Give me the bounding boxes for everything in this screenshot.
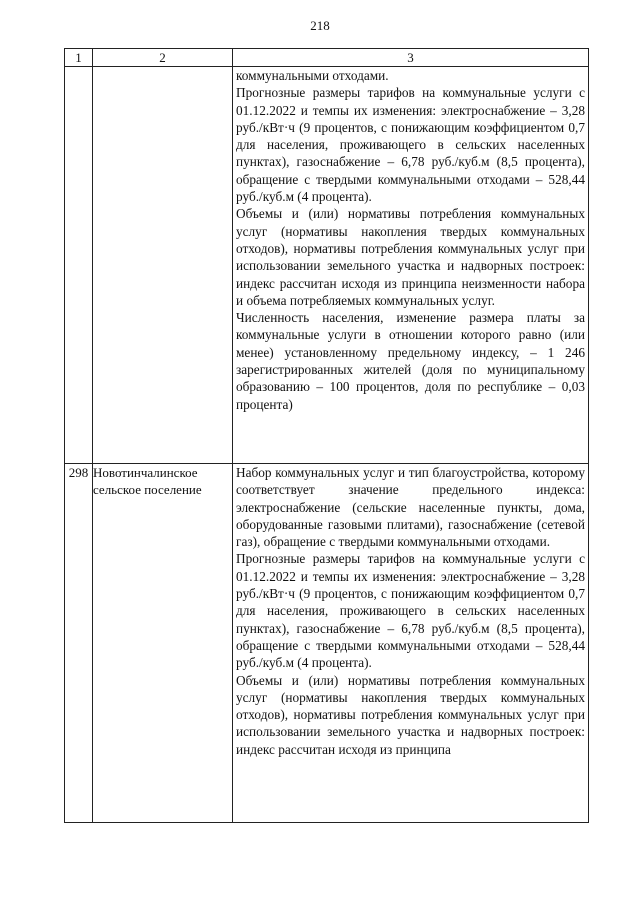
table-header-row: [65, 49, 589, 67]
content-paragraph: Набор коммунальных услуг и тип благоустройства, которому соответствует значение предельного индекса: электроснабжение (сельские населенные пункты, дома, оборудованные газовыми плитами), газоснабжение (сетевой газ), обращение с твердыми коммунальными отходами.: [236, 465, 585, 550]
row-number: 298: [65, 464, 93, 823]
row-number: [65, 67, 93, 464]
municipality-name: [93, 67, 233, 464]
table-row-continued: [65, 67, 589, 464]
content-paragraph: Объемы и (или) нормативы потребления коммунальных услуг (нормативы накопления твердых коммунальных отходов), нормативы потребления коммунальных услуг при использовании земельного участка и надворных построек: индекс рассчитан исходя из принципа: [236, 672, 585, 757]
row-content: [233, 464, 589, 823]
content-paragraph: Прогнозные размеры тарифов на коммунальные услуги с 01.12.2022 и темпы их изменения: электроснабжение – 3,28 руб./кВт·ч (9 процентов, с понижающим коэффициентом 0,7 для населения, проживающего в сельских населенных пунктах), газоснабжение – 6,78 руб./куб.м (8,5 процента), обращение с твердыми коммунальными отходами – 528,44 руб./куб.м (4 процента).: [236, 85, 585, 205]
content-paragraph: Численность населения, изменение размера платы за коммунальные услуги в отношении которого равно (или менее) установленному предельному индексу, – 1 246 зарегистрированных жителей (доля по муниципальному образованию – 100 процентов, доля по республике – 0,03 процента): [236, 310, 585, 412]
row-content: [233, 67, 589, 464]
column-header-3: 3: [233, 49, 589, 67]
municipality-name: Новотинчалинское сельское поселение: [93, 464, 233, 823]
table-row-298: [65, 464, 589, 823]
column-header-2: 2: [93, 49, 233, 67]
content-paragraph: Прогнозные размеры тарифов на коммунальные услуги с 01.12.2022 и темпы их изменения: электроснабжение – 3,28 руб./кВт·ч (9 процентов, с понижающим коэффициентом 0,7 для населения, проживающего в сельских населенных пунктах), газоснабжение – 6,78 руб./куб.м (8,5 процента), обращение с твердыми коммунальными отходами – 528,44 руб./куб.м (4 процента).: [236, 551, 585, 671]
document-table: [64, 48, 589, 823]
content-paragraph: коммунальными отходами.: [236, 68, 389, 83]
column-header-1: 1: [65, 49, 93, 67]
content-paragraph: Объемы и (или) нормативы потребления коммунальных услуг (нормативы накопления твердых коммунальных отходов), нормативы потребления коммунальных услуг при использовании земельного участка и надворных построек: индекс рассчитан исходя из принципа неизменности набора и объема потребляемых коммунальных услуг.: [236, 206, 585, 308]
page-number: 218: [310, 18, 330, 33]
